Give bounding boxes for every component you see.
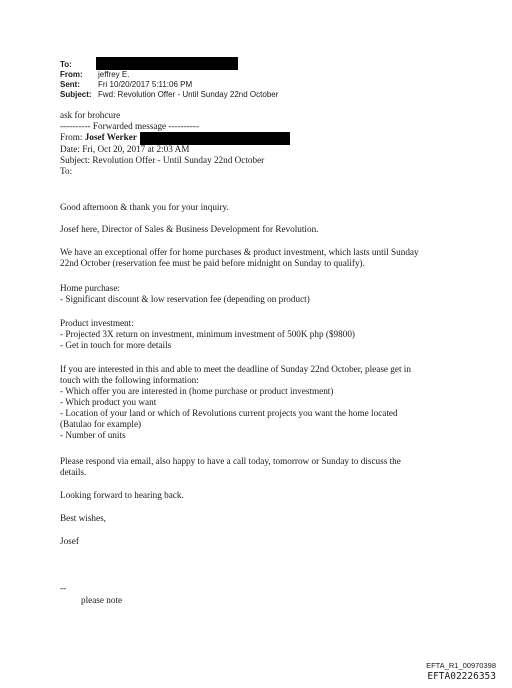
from-value: jeffrey E. [98,70,130,79]
signature: Josef [60,536,79,546]
please-note: please note [81,595,123,605]
home-purchase-title: Home purchase: [60,283,120,293]
respond-paragraph [60,456,440,478]
document-reference-r1: EFTA_R1_00970398 [426,661,496,670]
best-wishes: Best wishes, [60,513,106,523]
forwarded-from-prefix: From: [60,132,85,142]
interest-item: - Which product you want [60,397,157,407]
greeting: Good afternoon & thank you for your inquiry. [60,202,229,212]
sent-value: Fri 10/20/2017 5:11:06 PM [98,80,193,89]
interest-line: If you are interested in this and able to meet the deadline of Sunday 22nd October, please get in [60,364,411,374]
introduction: Josef here, Director of Sales & Business Development for Revolution. [60,224,319,234]
to-label: To: [60,60,72,69]
offer-paragraph [60,247,440,269]
home-purchase-section [60,283,440,305]
respond-line: Please respond via email, also happy to have a call today, tomorrow or Sunday to discuss the [60,456,401,466]
interest-item: - Location of your land or which of Revolutions current projects you want the home located [60,408,398,418]
interest-line: touch with the following information: [60,375,199,385]
from-label: From: [60,70,83,79]
forwarded-from [60,132,137,143]
forwarded-date: Date: Fri, Oct 20, 2017 at 2:03 AM [60,144,190,154]
home-purchase-item: - Significant discount & low reservation fee (depending on product) [60,294,310,304]
redaction-to [96,57,238,70]
respond-line: details. [60,467,87,477]
interest-item: - Which offer you are interested in (home purchase or product investment) [60,386,334,396]
signature-separator: -- [60,583,67,593]
subject-value: Fwd: Revolution Offer - Until Sunday 22nd October [98,90,279,99]
interest-section [60,364,440,441]
forwarded-subject: Subject: Revolution Offer - Until Sunday 22nd October [60,155,265,165]
interest-item: (Batulao for example) [60,419,142,429]
product-investment-title: Product investment: [60,318,134,328]
product-investment-section [60,318,440,351]
sent-label: Sent: [60,80,80,89]
forwarded-marker: ---------- Forwarded message ---------- [60,121,200,131]
product-investment-item: - Projected 3X return on investment, minimum investment of 500K php ($9800) [60,329,355,339]
offer-line: 22nd October (reservation fee must be paid before midnight on Sunday to qualify). [60,258,365,268]
forwarded-from-name: Josef Werker [84,132,137,142]
subject-label: Subject: [60,90,92,99]
closing-line: Looking forward to hearing back. [60,490,184,500]
intro-note: ask for brohcure [60,110,121,120]
offer-line: We have an exceptional offer for home purchases & product investment, which lasts until Sunday [60,247,419,257]
product-investment-item: - Get in touch for more details [60,340,172,350]
forwarded-to: To: [60,166,73,176]
interest-item: - Number of units [60,430,126,440]
document-reference-efta: EFTA02226353 [427,671,496,682]
